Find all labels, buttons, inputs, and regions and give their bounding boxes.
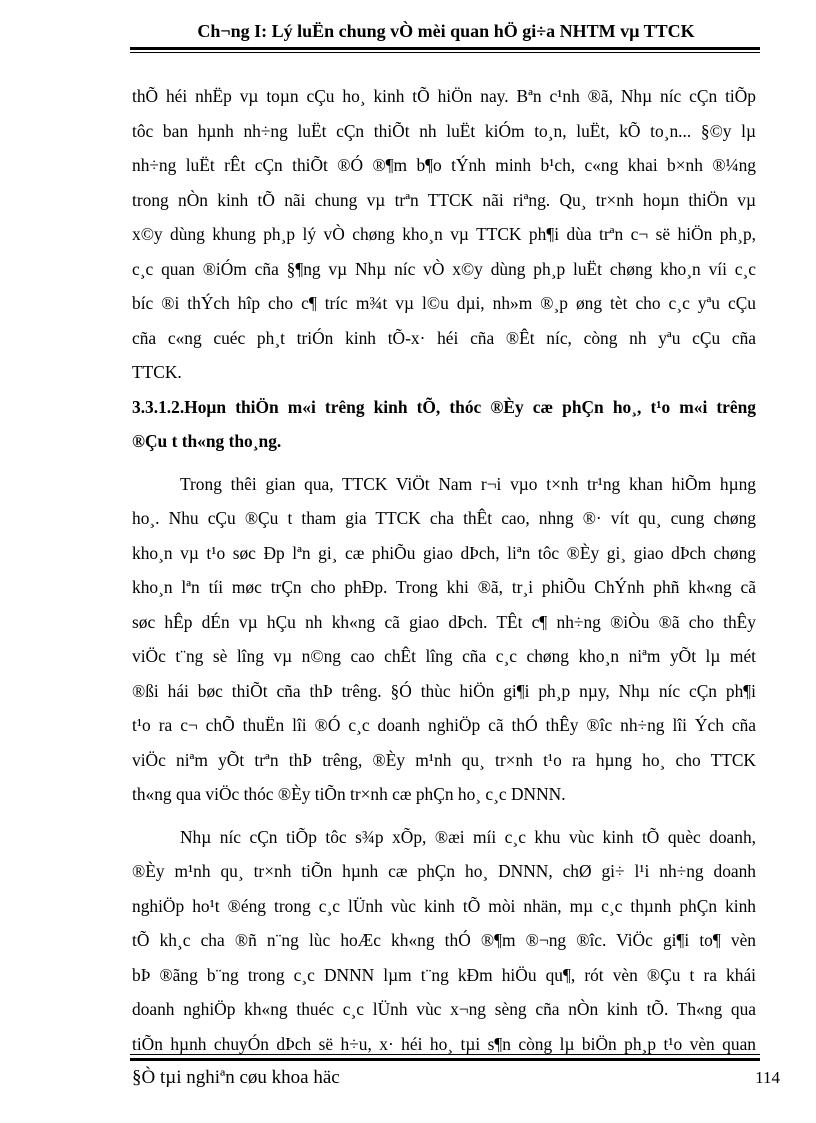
footer-rule-thick xyxy=(130,1058,760,1061)
text-line: ®Èy m¹nh qu¸ tr×nh tiÕn hµnh cæ phÇn ho¸ DNNN, chØ gi÷ l¹i nh÷ng doanh xyxy=(132,861,756,881)
text-line: viÖc t¨ng sè lîng vµ n©ng cao chÊt lîng cña c¸c chøng kho¸n niªm yÕt lµ mét xyxy=(132,646,756,666)
page-number: 114 xyxy=(755,1068,780,1087)
text-line: Nhµ níc cÇn tiÕp tôc s¾p xÕp, ®æi míi c¸c khu vùc kinh tÕ quèc doanh, xyxy=(180,826,756,847)
running-header: Ch¬ng I: Lý luËn chung vÒ mèi quan hÖ gi÷a NHTM vµ TTCK xyxy=(197,21,695,41)
text-line: tÕ kh¸c cha ®ñ n¨ng lùc hoÆc kh«ng thÓ ®¶m ®¬ng ®îc. ViÖc gi¶i to¶ vèn xyxy=(132,930,756,950)
text-line: ®ßi hái bøc thiÕt cña thÞ trêng. §Ó thùc hiÖn gi¶i ph¸p nµy, Nhµ níc cÇn ph¶i xyxy=(132,680,756,701)
body-text xyxy=(132,79,756,1061)
text-line: cña c«ng cuéc ph¸t triÓn kinh tÕ-x· héi cña ®Êt níc, còng nh yªu cÇu cña xyxy=(132,327,756,348)
paragraph-2 xyxy=(132,467,756,812)
text-line: trong nÒn kinh tÕ nãi chung vµ trªn TTCK nãi riªng. Qu¸ tr×nh hoµn thiÖn vµ xyxy=(132,189,756,210)
text-line: kho¸n vµ t¹o søc Ðp lªn gi¸ cæ phiÕu giao dÞch, liªn tôc ®Èy gi¸ giao dÞch chøng xyxy=(132,542,756,563)
heading-line: ®Çu t th«ng tho¸ng. xyxy=(132,431,282,451)
text-line: nghiÖp ho¹t ®éng trong c¸c lÜnh vùc kinh tÕ mòi nhän, mµ c¸c thµnh phÇn kinh xyxy=(132,895,756,916)
footer-rule-thin xyxy=(130,1054,760,1055)
header-rule-thin xyxy=(130,52,760,53)
section-heading xyxy=(132,390,756,459)
spacer xyxy=(132,459,756,467)
paragraph-3 xyxy=(132,820,756,1062)
text-line: doanh nghiÖp kh«ng thuéc c¸c lÜnh vùc x¬ng sèng cña nÒn kinh tÕ. Th«ng qua xyxy=(132,999,756,1019)
text-line: bÞ ®ãng b¨ng trong c¸c DNNN lµm t¨ng kÐm hiÖu qu¶, rót vèn ®Çu t ra khái xyxy=(132,964,756,985)
text-line: t¹o ra c¬ chÕ thuËn lîi ®Ó c¸c doanh nghiÖp cã thÓ thÊy ®îc nh÷ng lîi Ých cña xyxy=(132,715,756,735)
text-line: bíc ®i thÝch hîp cho c¶ tríc m¾t vµ l©u dµi, nh»m ®¸p øng tèt cho c¸c yªu cÇu xyxy=(132,293,756,313)
text-line: kho¸n lªn tíi møc trÇn cho phÐp. Trong khi ®ã, tr¸i phiÕu ChÝnh phñ kh«ng cã xyxy=(132,577,756,597)
text-line: Trong thêi gian qua, TTCK ViÖt Nam r¬i vµo t×nh tr¹ng khan hiÕm hµng xyxy=(180,473,756,494)
heading-line: 3.3.1.2.Hoµn thiÖn m«i trêng kinh tÕ, thóc ®Èy cæ phÇn ho¸, t¹o m«i trêng xyxy=(132,396,756,417)
paragraph-1 xyxy=(132,79,756,390)
text-line: th«ng qua viÖc thóc ®Èy tiÕn tr×nh cæ phÇn ho¸ c¸c DNNN. xyxy=(132,784,566,804)
header-rule-thick xyxy=(130,47,760,50)
text-line: søc hÊp dÉn vµ hÇu nh kh«ng cã giao dÞch. TÊt c¶ nh÷ng ®iÒu ®ã cho thÊy xyxy=(132,611,756,632)
text-line: thÕ héi nhËp vµ toµn cÇu ho¸ kinh tÕ hiÖn nay. Bªn c¹nh ®ã, Nhµ níc cÇn tiÕp xyxy=(132,86,756,106)
text-line: tôc ban hµnh nh÷ng luËt cÇn thiÕt nh luËt kiÓm to¸n, luËt, kÕ to¸n... §©y lµ xyxy=(132,120,756,141)
text-line: nh÷ng luËt rÊt cÇn thiÕt ®Ó ®¶m b¶o tÝnh minh b¹ch, c«ng khai b×nh ®¼ng xyxy=(132,155,756,175)
text-line: tiÕn hµnh chuyÓn dÞch së h÷u, x· héi ho¸ tµi s¶n còng lµ biÖn ph¸p t¹o vèn quan xyxy=(132,1033,756,1054)
spacer xyxy=(132,812,756,820)
text-line: TTCK. xyxy=(132,362,182,382)
footer-title: §Ò tµi nghiªn cøu khoa häc xyxy=(132,1067,340,1088)
text-line: viÖc niªm yÕt trªn thÞ trêng, ®Èy m¹nh qu¸ tr×nh t¹o ra hµng ho¸ cho TTCK xyxy=(132,749,756,770)
text-line: c¸c quan ®iÓm cña §¶ng vµ Nhµ níc vÒ x©y dùng ph¸p luËt chøng kho¸n víi c¸c xyxy=(132,258,756,279)
text-line: ho¸. Nhu cÇu ®Çu t tham gia TTCK cha thÊt cao, nhng ®· vít qu¸ cung chøng xyxy=(132,508,756,528)
text-line: x©y dùng khung ph¸p lý vÒ chøng kho¸n vµ TTCK ph¶i dùa trªn c¬ së hiÖn ph¸p, xyxy=(132,224,756,244)
